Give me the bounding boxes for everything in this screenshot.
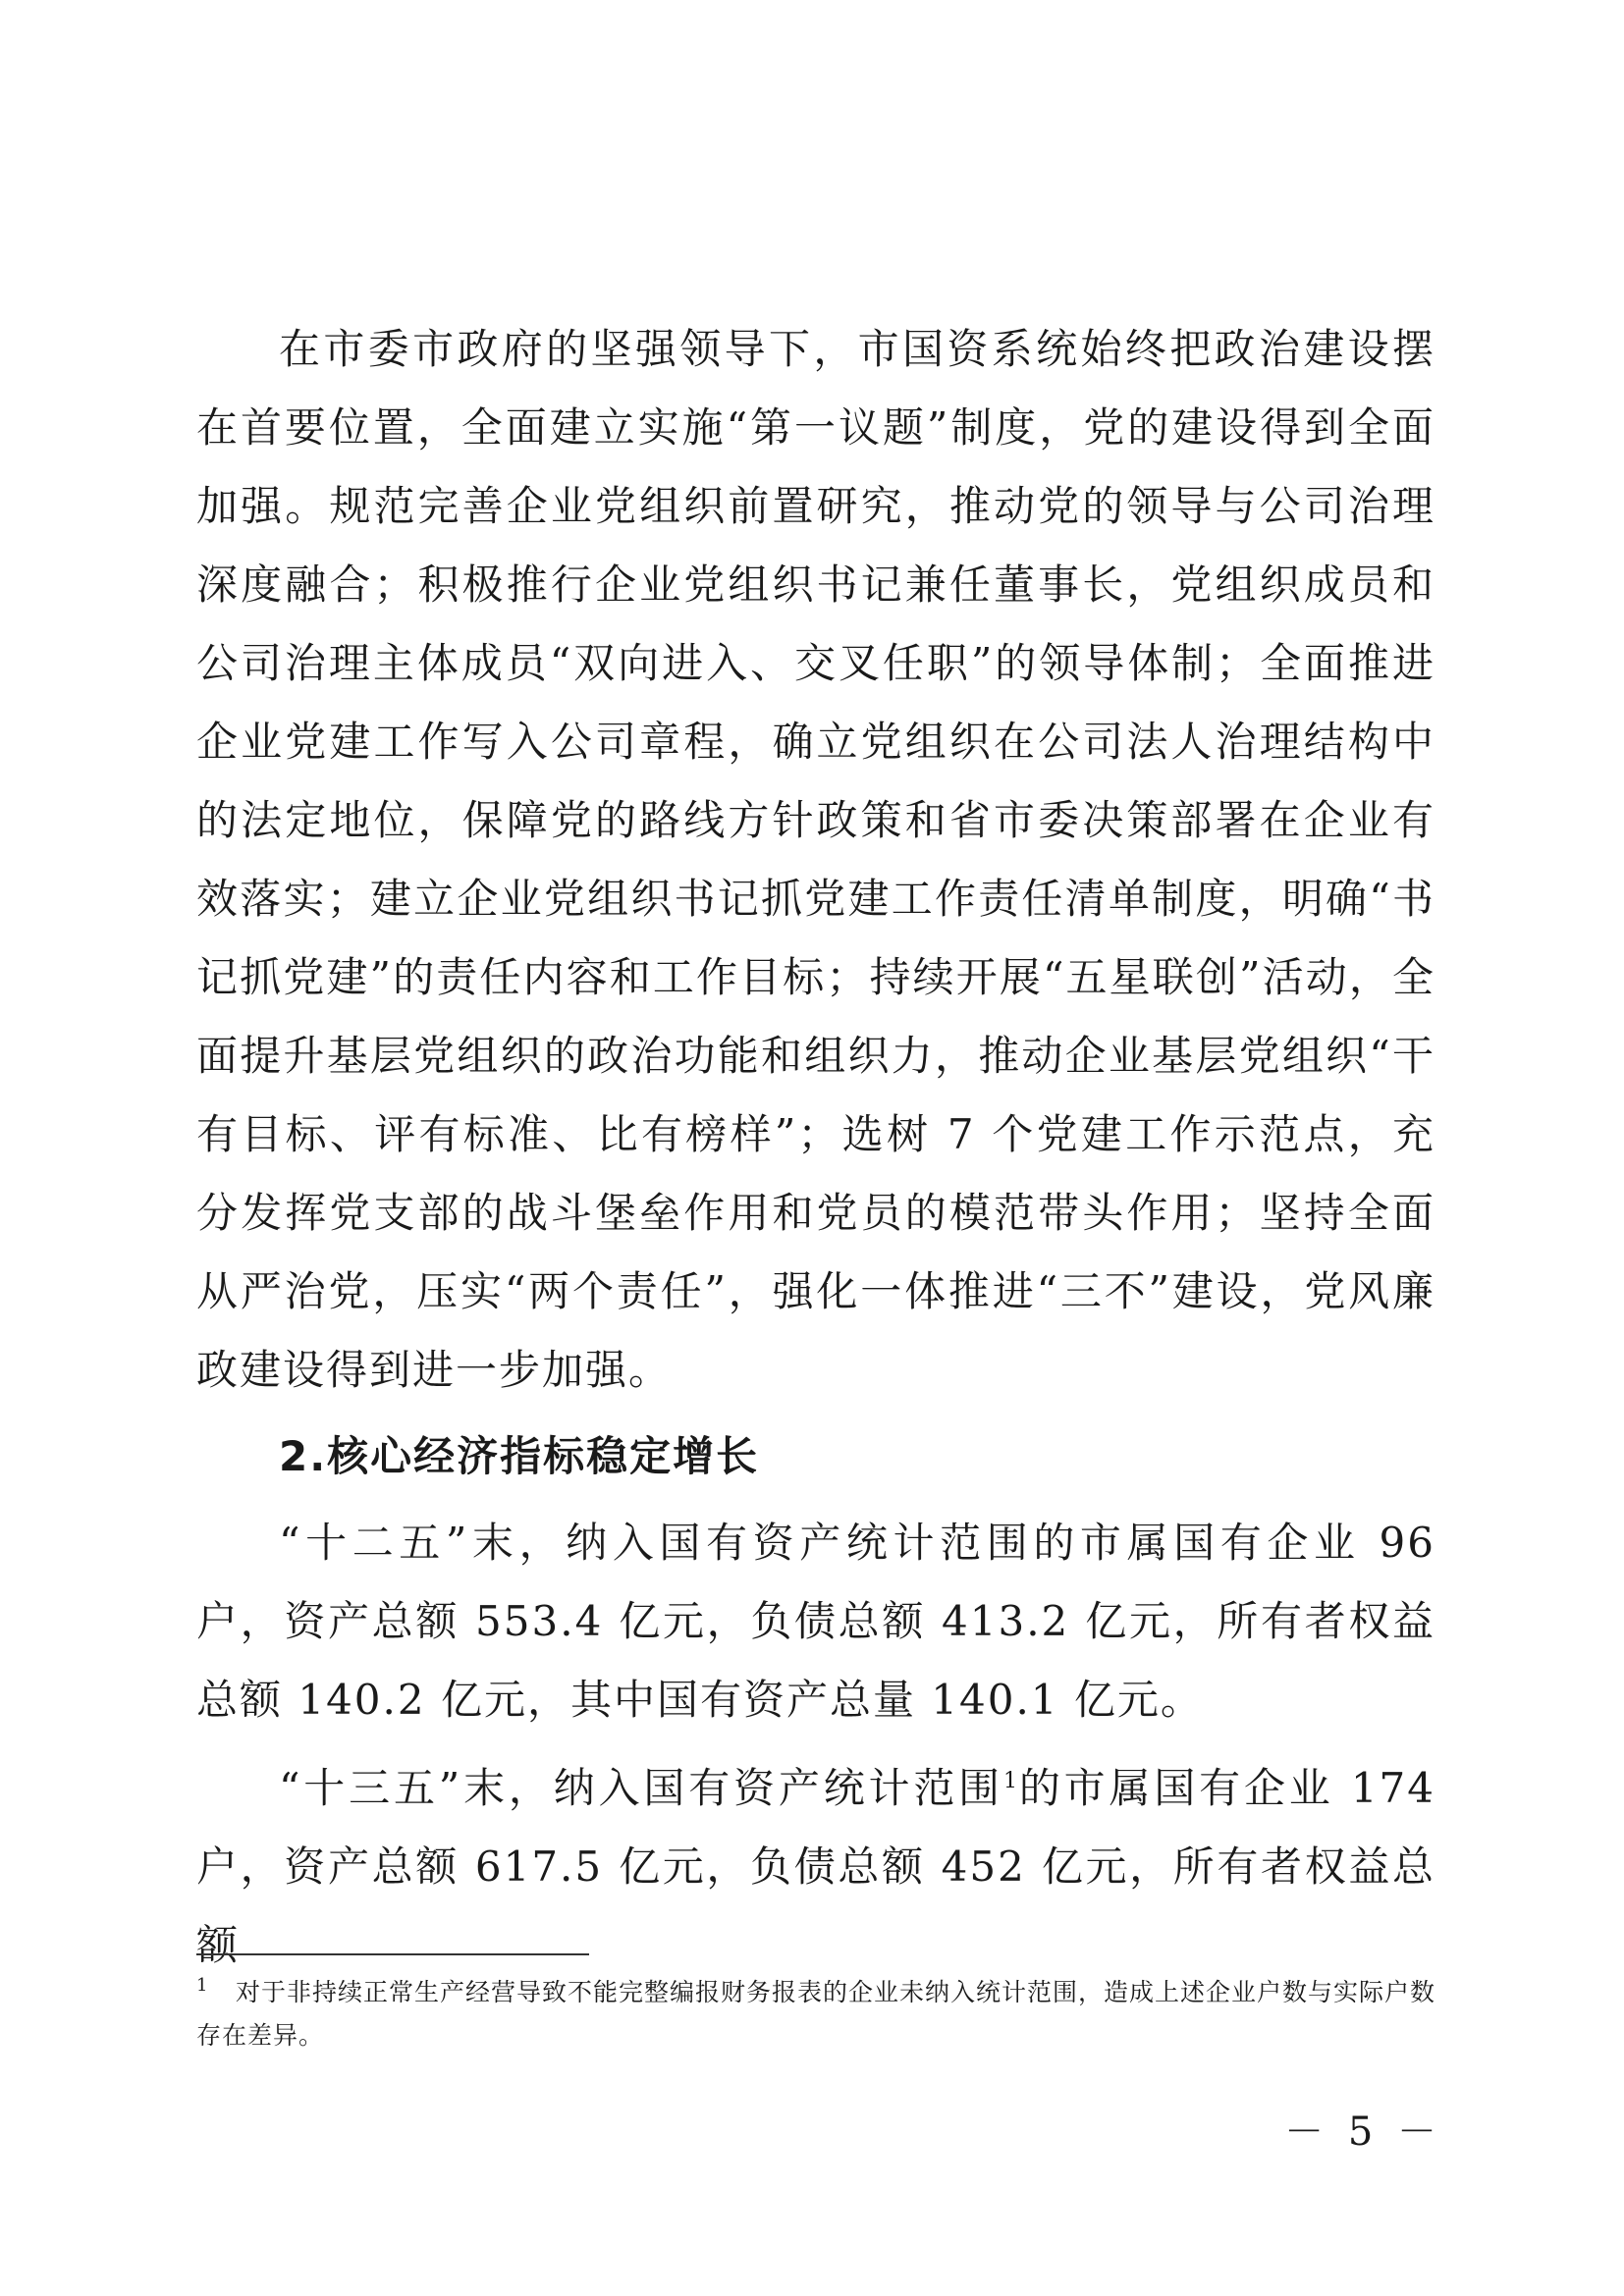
page-number: － 5 － (1284, 2109, 1442, 2155)
paragraph-thirteenth-five-year (196, 1749, 1435, 1985)
document-body (196, 310, 1435, 1985)
footnote-marker: 1 (196, 1975, 209, 1996)
paragraph-3-text-end: 的市属国有企业 174 户，资产总额 617.5 亿元，负债总额 452 亿元，所有者权益总额 (196, 1764, 1435, 1969)
paragraph-party-building: 在市委市政府的坚强领导下，市国资系统始终把政治建设摆在首要位置，全面建立实施“第一议题”制度，党的建设得到全面加强。规范完善企业党组织前置研究，推动党的领导与公司治理深度融合；积极推行企业党组织书记兼任董事长，党组织成员和公司治理主体成员“双向进入、交叉任职”的领导体制；全面推进企业党建工作写入公司章程，确立党组织在公司法人治理结构中的法定地位，保障党的路线方针政策和省市委决策部署在企业有效落实；建立企业党组织书记抓党建工作责任清单制度，明确“书记抓党建”的责任内容和工作目标；持续开展“五星联创”活动，全面提升基层党组织的政治功能和组织力，推动企业基层党组织“干有目标、评有标准、比有榜样”；选树 7 个党建工作示范点，充分发挥党支部的战斗堡垒作用和党员的模范带头作用；坚持全面从严治党，压实“两个责任”，强化一体推进“三不”建设，党风廉政建设得到进一步加强。 (196, 325, 1435, 1394)
section-heading: 2.核心经济指标稳定增长 (279, 1432, 760, 1480)
paragraph-twelfth-five-year: “十二五”末，纳入国有资产统计范围的市属国有企业 96 户，资产总额 553.4 亿元，负债总额 413.2 亿元，所有者权益总额 140.2 亿元，其中国有资产总量 140.1 亿元。 (196, 1519, 1435, 1724)
footnote-text: 对于非持续正常生产经营导致不能完整编报财务报表的企业未纳入统计范围，造成上述企业户数与实际户数存在差异。 (196, 1978, 1436, 2050)
footnote (196, 1971, 1435, 2057)
footnote-reference[interactable]: 1 (1003, 1769, 1018, 1793)
footnote-divider (196, 1953, 589, 1955)
paragraph-3-text-start: “十三五”末，纳入国有资产统计范围 (279, 1764, 1004, 1812)
